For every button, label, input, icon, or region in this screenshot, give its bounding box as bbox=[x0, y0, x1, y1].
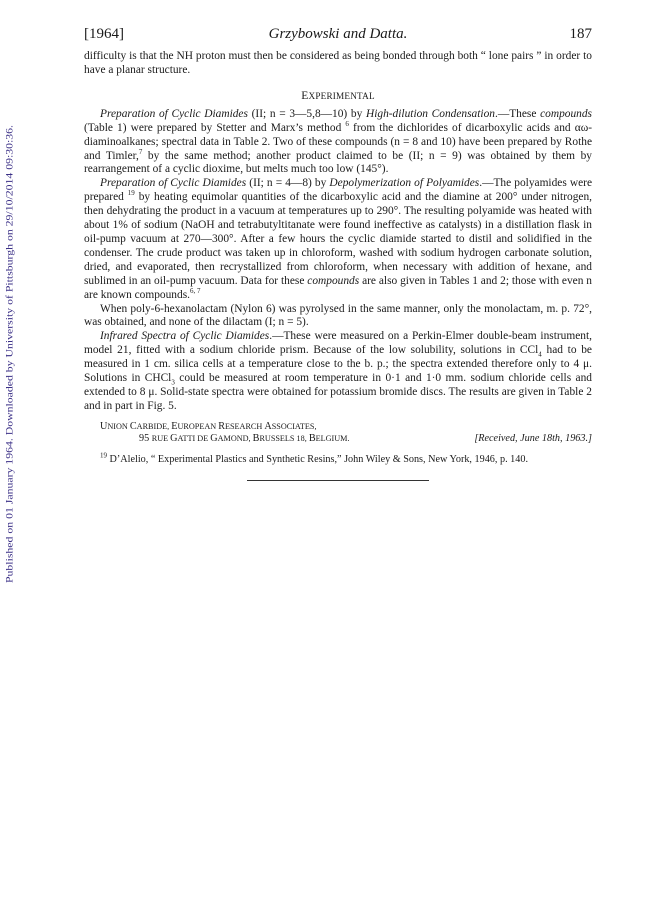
watermark-text: Published on 01 January 1964. Downloaded by University of Pittsburgh on 29/10/2014 09:30:36. bbox=[4, 209, 16, 583]
section-title-initial: E bbox=[301, 88, 309, 102]
p1-word-compounds: compounds bbox=[540, 107, 592, 120]
addr-cap: B bbox=[252, 433, 260, 445]
intro-paragraph: difficulty is that the NH proton must then be considered as being bonded through both “ lone pairs ” in order to have a planar structure. bbox=[84, 50, 592, 76]
addr-sc: SSOCIATES, bbox=[271, 421, 317, 431]
addr-cap: C bbox=[129, 420, 137, 432]
addr-sc: ESEARCH bbox=[225, 421, 265, 431]
addr-sc: ATTI DE bbox=[177, 434, 211, 444]
p1-body-1: (Table 1) were prepared by Stetter and Marx’s method bbox=[84, 121, 342, 134]
header-page-number: 187 bbox=[569, 26, 592, 42]
p2-formula: (II; n = 4—8) by bbox=[249, 177, 327, 190]
received-date: [Received, June 18th, 1963.] bbox=[474, 433, 592, 445]
p1-title: Preparation of Cyclic Diamides bbox=[100, 107, 248, 120]
p1-body-2: from the dichlorides of dicarboxylic acids and αω-diaminoalkanes; spectral data in Table 2. Two of these compounds (n = 8 and 10) have been prepared by Rothe and Timler, bbox=[84, 121, 592, 162]
addr-sc: ARBIDE, bbox=[136, 421, 172, 431]
affiliation-address bbox=[84, 421, 592, 446]
addr-sc: RUE bbox=[151, 434, 171, 444]
p2-body-2: are also given in Tables 1 and 2; those with even n are known compounds. bbox=[84, 274, 592, 301]
p4-body-2: had to be measured in 1 cm. silica cells at a temperature close to the b. p.; the spectra extended therefore only to 4 μ. Solutions in CHCl bbox=[84, 344, 592, 385]
addr-cap: B bbox=[308, 433, 316, 445]
p1-ref-7: 7 bbox=[138, 147, 143, 156]
p2-word-compounds: compounds bbox=[307, 274, 360, 287]
addr-sc: NION bbox=[107, 421, 130, 431]
footnote-ref: 19 bbox=[100, 451, 107, 460]
p2-ref-19: 19 bbox=[127, 189, 135, 198]
p4-body-1: .—These were measured on a Perkin-Elmer double-beam instrument, model 21, fitted with a sodium chloride prism. Because of the low solubility, solutions in CCl bbox=[84, 330, 592, 357]
addr-cap: G bbox=[210, 433, 218, 445]
page-content bbox=[84, 26, 592, 481]
header-authors: Grzybowski and Datta. bbox=[268, 26, 408, 42]
p4-sub-4: 4 bbox=[538, 350, 542, 359]
addr-sc: UROPEAN bbox=[177, 421, 219, 431]
addr-sc: RUSSELS 18, bbox=[259, 434, 309, 444]
addr-sc: ELGIUM. bbox=[315, 434, 350, 444]
p1-formula: (II; n = 3—5,8—10) by bbox=[251, 107, 363, 120]
p2-body-1: by heating equimolar quantities of the dicarboxylic acid and the diamine at 200° under nitrogen, then dehydrating the product in a vacuum at temperatures up to 290°. The resulting polyamide was heated with about 1% of sodium (NaOH and tetrabutyltitanate were found ineffective as catalysts) in a distillation flask in oil-pump vacuum at 270—300°. After a few hours the cyclic diamide started to distil and solidified in the condenser. The crude product was taken up in chloroform, washed with sodium hydrogen carbonate solution, dried, and evaporated, then recrystallized from chloroform, when necessary with addition of hexane, and sublimed in an oil-pump vacuum. Data for these bbox=[84, 191, 593, 287]
p4-title: Infrared Spectra of Cyclic Diamides bbox=[100, 330, 270, 343]
section-title-experimental bbox=[84, 89, 592, 102]
p1-dash: .—These bbox=[494, 107, 537, 120]
address-line-1 bbox=[84, 421, 592, 434]
addr-sc: AMOND, bbox=[217, 434, 253, 444]
header-year: [1964] bbox=[84, 26, 124, 42]
download-watermark bbox=[2, 118, 16, 588]
addr-cap: G bbox=[170, 433, 178, 445]
p2-ref-6-7: 6, 7 bbox=[189, 286, 201, 295]
running-head bbox=[84, 26, 592, 46]
paragraph-depolymerization bbox=[84, 177, 592, 302]
address-line-2 bbox=[84, 433, 592, 446]
p2-dash: .—The polyamides were prepared bbox=[84, 177, 592, 204]
p2-title: Preparation of Cyclic Diamides bbox=[100, 177, 247, 190]
footnote-19 bbox=[84, 451, 592, 467]
p1-ref-6: 6 bbox=[345, 119, 349, 128]
p1-body-3: by the same method; another product claimed to be (II; n = 9) was obtained by them by rearrangement of a cyclic dioxime, but melts much too low (145°). bbox=[84, 149, 592, 176]
p4-body-3: could be measured at room temperature in 0·1 and 1·0 mm. sodium chloride cells and extended to 8 μ. Solid-state spectra were obtained for potassium bromide discs. The results are given in Table 2 and in part in Fig. 5. bbox=[84, 372, 592, 412]
addr-cap: E bbox=[171, 420, 178, 432]
addr-cap: A bbox=[264, 420, 272, 432]
p1-method: High-dilution Condensation bbox=[365, 107, 495, 120]
addr-cap: 95 bbox=[139, 433, 152, 445]
p2-method: Depolymerization of Polyamides bbox=[329, 177, 480, 190]
addr-cap: R bbox=[218, 420, 225, 432]
p4-sub-3: 3 bbox=[171, 378, 175, 387]
addr-cap: U bbox=[100, 420, 108, 432]
section-title-rest: XPERIMENTAL bbox=[308, 90, 375, 101]
footnote-text: D’Alelio, “ Experimental Plastics and Synthetic Resins,” John Wiley & Sons, New York, 1946, p. 140. bbox=[109, 453, 529, 465]
paragraph-high-dilution bbox=[84, 108, 592, 178]
paragraph-infrared bbox=[84, 330, 592, 413]
end-rule bbox=[247, 480, 429, 481]
paragraph-nylon: When poly-6-hexanolactam (Nylon 6) was pyrolysed in the same manner, only the monolactam, m. p. 72°, was obtained, and none of the dilactam (I; n = 5). bbox=[84, 302, 592, 329]
